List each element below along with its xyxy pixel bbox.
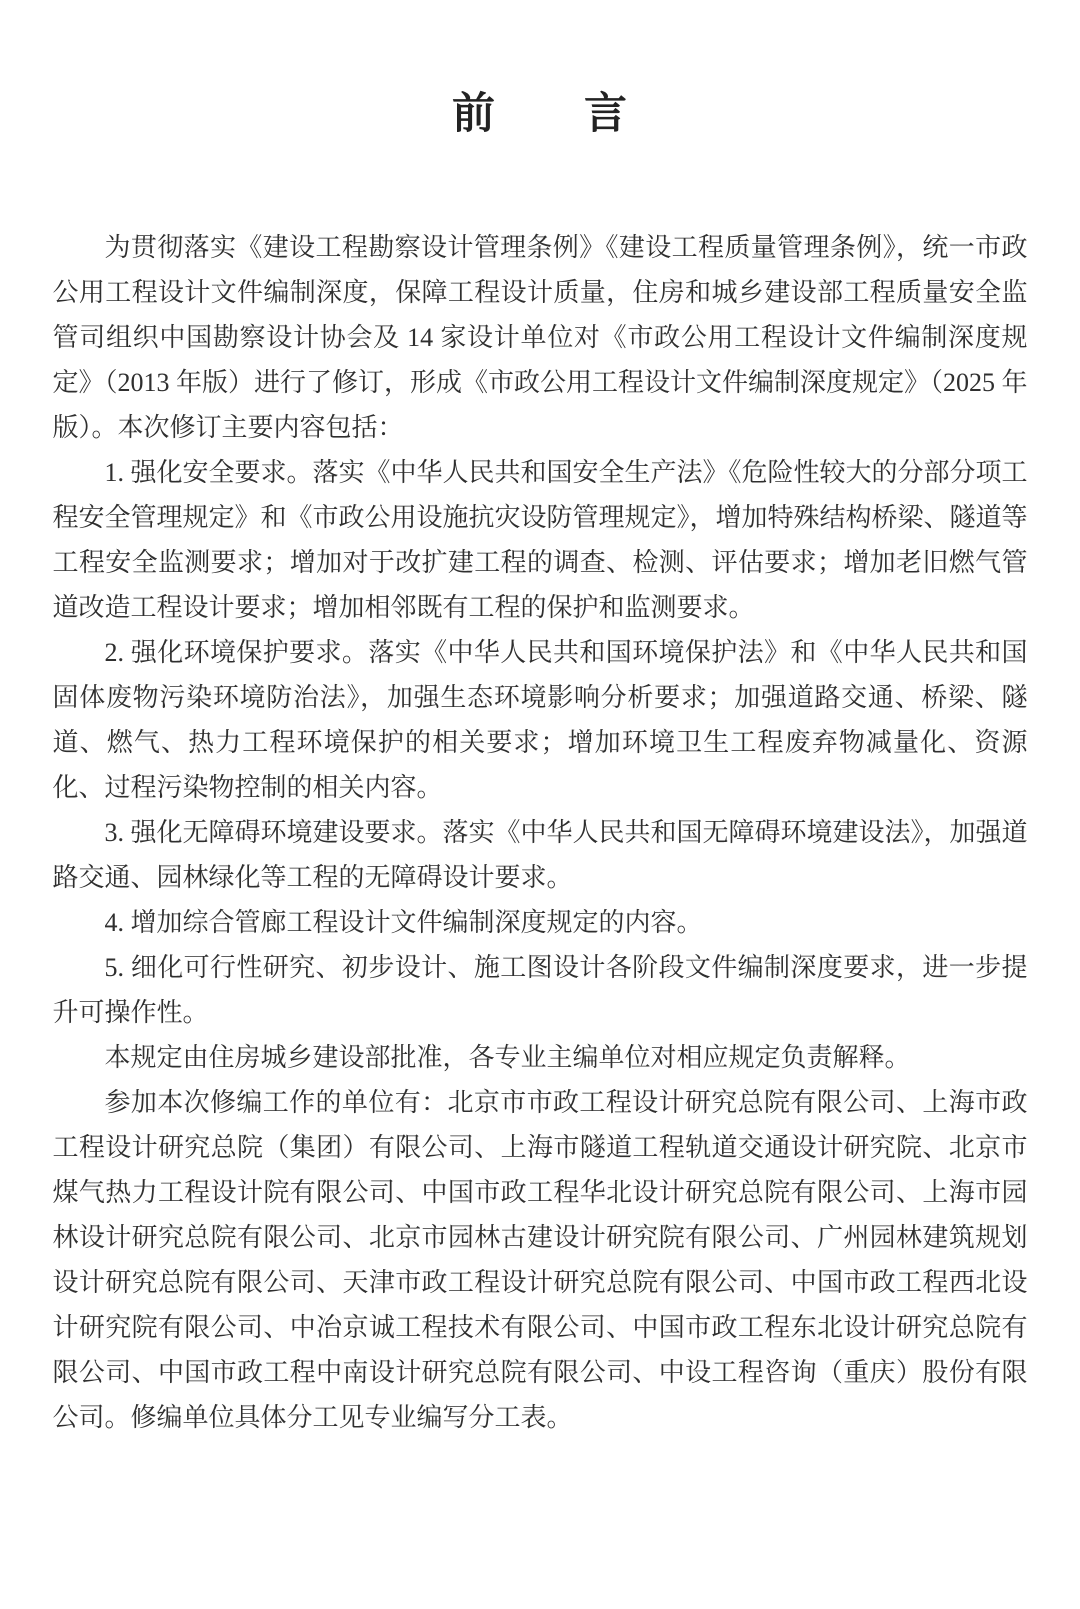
- paragraph-participants: 参加本次修编工作的单位有：北京市市政工程设计研究总院有限公司、上海市政工程设计研究总院（集团）有限公司、上海市隧道工程轨道交通设计研究院、北京市煤气热力工程设计院有限公司、中国市政工程华北设计研究总院有限公司、上海市园林设计研究总院有限公司、北京市园林古建设计研究院有限公司、广州园林建筑规划设计研究总院有限公司、天津市政工程设计研究总院有限公司、中国市政工程西北设计研究院有限公司、中冶京诚工程技术有限公司、中国市政工程东北设计研究总院有限公司、中国市政工程中南设计研究总院有限公司、中设工程咨询（重庆）股份有限公司。修编单位具体分工见专业编写分工表。: [52, 1087, 1028, 1432]
- paragraph-item-3: 3. 强化无障碍环境建设要求。落实《中华人民共和国无障碍环境建设法》，加强道路交通、园林绿化等工程的无障碍设计要求。: [52, 817, 1028, 892]
- paragraph-intro: 为贯彻落实《建设工程勘察设计管理条例》《建设工程质量管理条例》，统一市政公用工程设计文件编制深度，保障工程设计质量，住房和城乡建设部工程质量安全监管司组织中国勘察设计协会及 14 家设计单位对《市政公用工程设计文件编制深度规定》（2013 年版）进行了修订，形成《市政公用工程设计文件编制深度规定》（2025 年版）。本次修订主要内容包括：: [52, 232, 1028, 442]
- paragraph-item-5: 5. 细化可行性研究、初步设计、施工图设计各阶段文件编制深度要求，进一步提升可操作性。: [52, 952, 1028, 1027]
- document-body: [53, 225, 1028, 1440]
- paragraph-item-2: 2. 强化环境保护要求。落实《中华人民共和国环境保护法》和《中华人民共和国固体废物污染环境防治法》，加强生态环境影响分析要求；加强道路交通、桥梁、隧道、燃气、热力工程环境保护的相关要求；增加环境卫生工程废弃物减量化、资源化、过程污染物控制的相关内容。: [52, 637, 1028, 802]
- paragraph-item-1: 1. 强化安全要求。落实《中华人民共和国安全生产法》《危险性较大的分部分项工程安全管理规定》和《市政公用设施抗灾设防管理规定》，增加特殊结构桥梁、隧道等工程安全监测要求；增加对于改扩建工程的调查、检测、评估要求；增加老旧燃气管道改造工程设计要求；增加相邻既有工程的保护和监测要求。: [52, 457, 1028, 622]
- paragraph-item-4: 4. 增加综合管廊工程设计文件编制深度规定的内容。: [104, 907, 703, 937]
- page-title: 前 言: [452, 91, 628, 138]
- paragraph-approval: 本规定由住房城乡建设部批准，各专业主编单位对相应规定负责解释。: [104, 1042, 911, 1072]
